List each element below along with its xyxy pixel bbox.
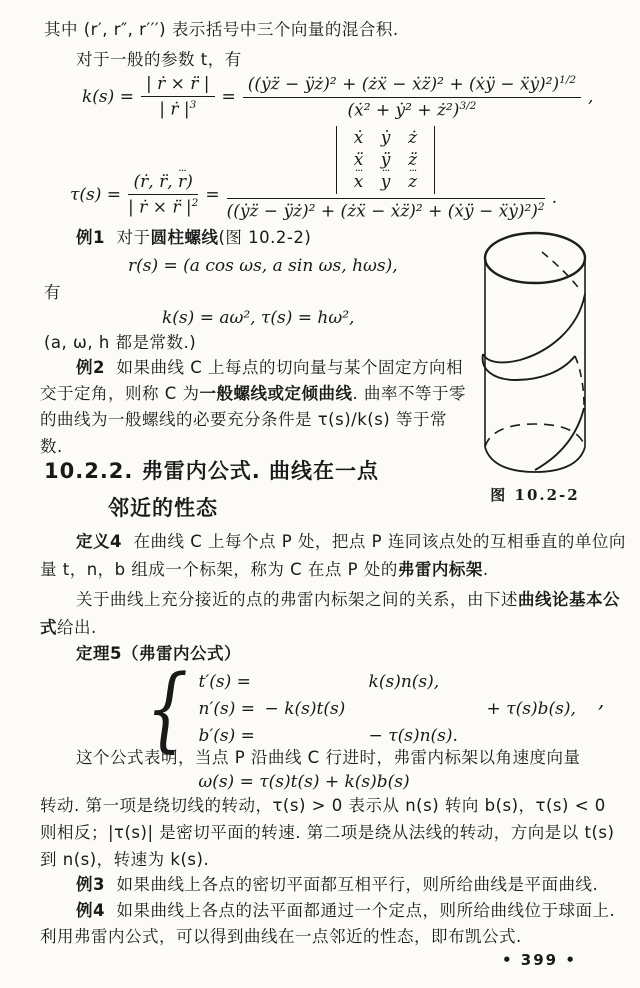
cylinder-helix-figure: [478, 230, 592, 505]
formula-tau-fraction-2: ẋ ẏ ż ẍ ÿ z̈ x ··· y ··· z ··· ((ẏz̈ − ÿż)² + (żẍ − ẋz̈)² + (ẋÿ − ẍẏ)²)$^2$: [227, 126, 545, 222]
theorem5-label: 定理5（弗雷内公式）: [76, 644, 241, 663]
intro-line-1: 其中 (r′, r″, r′′′) 表示括号中三个向量的混合积.: [44, 20, 399, 39]
example2-line-2: 交于定角，则称 C 为一般螺线或定倾曲线. 曲率不等于零: [40, 384, 467, 403]
formula-k-fraction-1: $\frac{\text{| ṙ × r̈ |}}{| ṙ |^3}$: [141, 74, 215, 120]
example3-line: 例3 如果曲线上各点的密切平面都互相平行，则所给曲线是平面曲线.: [76, 875, 599, 894]
example4-line: 例4 如果曲线上各点的法平面都通过一个定点，则所给曲线位于球面上.: [76, 901, 616, 920]
cylinder-helix-drawing: [478, 230, 592, 478]
formula-tau-left: τ(s) = $\frac{\text{(ṙ, r̈, r ···)}}{| ṙ \times r̈ |^2}$ =: [70, 172, 220, 218]
helix-back-arc-top: [542, 252, 580, 290]
system-brace: {: [146, 655, 189, 762]
example1-formula-r: r(s) = (a cos ωs, a sin ωs, hωs),: [128, 256, 398, 276]
formula-tau-fraction-1: $\frac{\text{(ṙ, r̈, r ···)}}{| ṙ \times r̈ |^2}$: [128, 172, 198, 218]
determinant-3x3: ẋ ẏ ż ẍ ÿ z̈ x ··· y ··· z ···: [336, 126, 435, 194]
formula-curvature: k(s) = $\frac{\text{| ṙ × r̈ |}}{| ṙ |^3}$ = $\frac{((ẏz̈ - ÿż)^2 + (żẍ - ẋz̈)^2 + (ẋÿ - ẍẏ)^2)^{1/2}}{(ẋ^2 + ẏ^2 + ż^2)^{3/2}}$ ,: [82, 74, 594, 121]
example1-label: 例1: [76, 228, 105, 247]
closing-line: 利用弗雷内公式，可以得到曲线在一点邻近的性态，即布凯公式.: [40, 927, 522, 946]
intro-line-2: 对于一般的参数 t，有: [76, 50, 242, 69]
relation-line-2: 式给出.: [40, 618, 97, 637]
page-number: • 399 •: [502, 951, 577, 969]
system-outer-comma: ,: [598, 688, 605, 712]
section-heading-line-2: 邻近的性态: [108, 496, 218, 520]
formula-k-lhs: k(s) =: [82, 87, 134, 108]
definition4-line-2: 量 t，n，b 组成一个标架，称为 C 在点 P 处的弗雷内标架.: [40, 560, 489, 579]
example4-label: 例4: [76, 901, 105, 920]
example2-line-4: 数.: [40, 437, 63, 456]
omega-para-line-4: 到 n(s)，转速为 k(s).: [40, 850, 210, 869]
example1-note: (a, ω, h 都是常数.): [44, 333, 197, 352]
section-number: 10.2.2.: [44, 459, 134, 483]
frenet-equations: t′(s) = k(s)n(s), n′(s) = − k(s)t(s) + τ(s)b(s), b′(s) = − τ(s)n(s).: [198, 672, 576, 746]
formula-k-fraction-2: $\frac{((ẏz̈ - ÿż)^2 + (żẍ - ẋz̈)^2 + (ẋÿ - ẍẏ)^2)^{1/2}}{(ẋ^2 + ẏ^2 + ż^2)^{3/2}}$: [243, 74, 581, 120]
omega-para-line-1: 这个公式表明，当点 P 沿曲线 C 行进时，弗雷内标架以角速度向量: [76, 748, 581, 767]
definition4-label: 定义4: [76, 532, 122, 551]
formula-torsion: τ(s) = $\frac{\text{(ṙ, r̈, r ···)}}{| ṙ \times r̈ |^2}$ = ẋ ẏ ż ẍ ÿ z̈ x ··· y ··· z ··· ((ẏz̈ − ÿż)² + (żẍ − ẋz̈)² + (ẋÿ − ẍẏ)²)$^2$ .: [70, 126, 557, 222]
example1-have: 有: [44, 283, 61, 302]
example1-formula-kt: k(s) = aω², τ(s) = hω²,: [162, 308, 355, 328]
relation-line-1: 关于曲线上充分接近的点的弗雷内标架之间的关系，由下述曲线论基本公: [76, 590, 620, 609]
omega-formula: ω(s) = τ(s)t(s) + k(s)b(s): [198, 772, 410, 792]
cylinder-bottom-back-arc: [485, 424, 585, 447]
example2-line-1: 例2 如果曲线 C 上每点的切向量与某个固定方向相: [76, 358, 463, 377]
helix-back-arc-middle: [575, 356, 584, 406]
helix-front-arc-1: [483, 294, 585, 362]
example1-head: 例1 对于圆柱螺线(图 10.2-2): [76, 228, 312, 247]
section-heading-line-1: 10.2.2. 弗雷内公式. 曲线在一点: [44, 459, 379, 483]
example2-label: 例2: [76, 358, 105, 377]
omega-para-line-3: 则相反；|τ(s)| 是密切平面的转速. 第二项是绕从法线的转动，方向是以 t(s): [40, 823, 615, 842]
definition4-line-1: 定义4 在曲线 C 上每个点 P 处，把点 P 连同该点处的互相垂直的单位向: [76, 532, 626, 551]
cylinder-bottom-front-arc: [485, 447, 585, 472]
cylinder-top-ellipse: [485, 233, 585, 283]
omega-para-line-2: 转动. 第一项是绕切线的转动，τ(s) > 0 表示从 n(s) 转向 b(s)，τ(s) < 0: [40, 796, 606, 815]
figure-caption: 图 10.2-2: [490, 486, 580, 504]
example2-line-3: 的曲线为一般螺线的必要充分条件是 τ(s)/k(s) 等于常: [40, 410, 447, 429]
example3-label: 例3: [76, 875, 105, 894]
